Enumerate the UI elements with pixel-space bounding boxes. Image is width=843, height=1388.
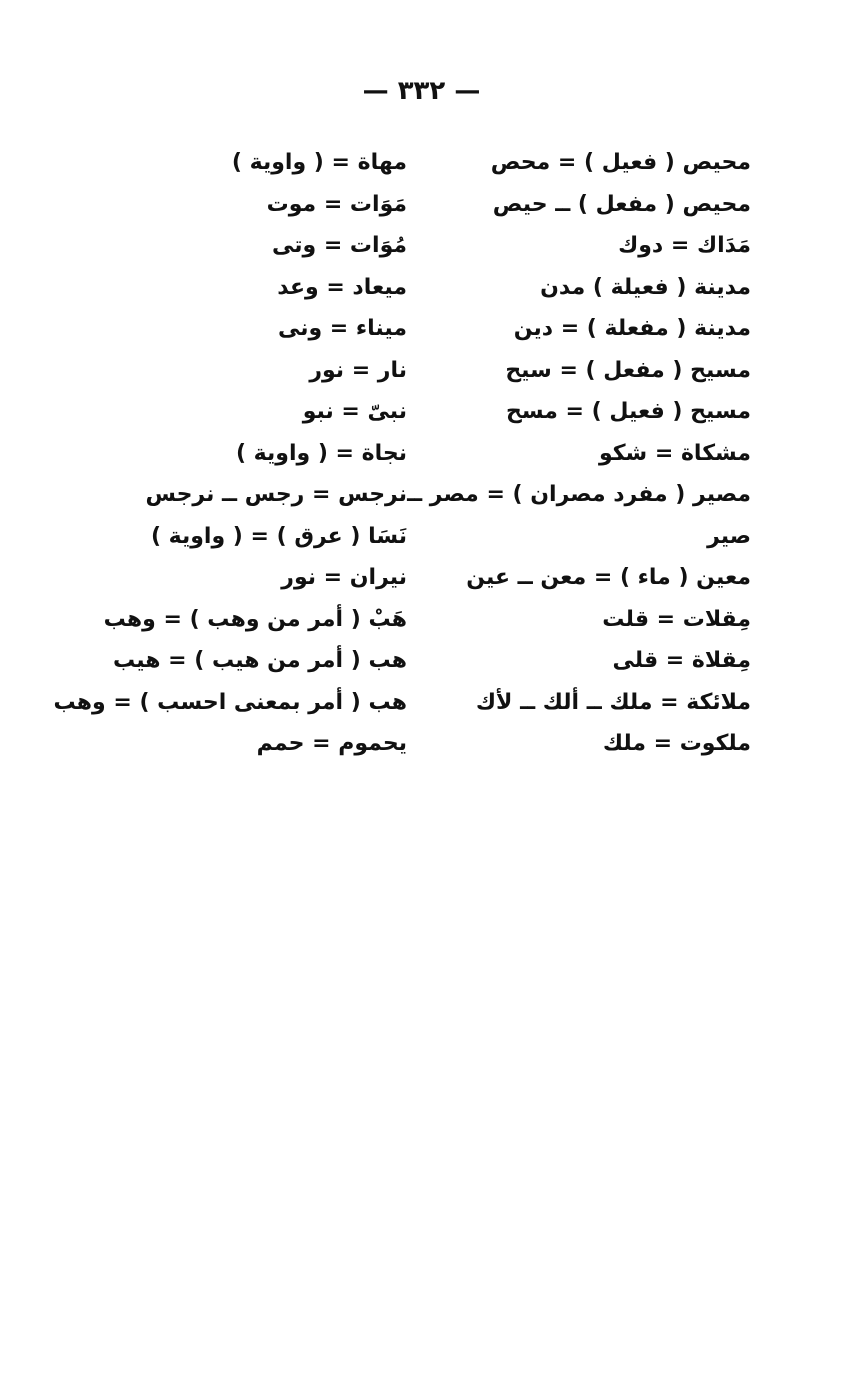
entry: مسيح ( فعيل ) = مسح [506, 399, 751, 424]
page-number: — ٣٣٢ — [362, 76, 481, 106]
right-column [407, 142, 751, 765]
entry: نجاة = ( واوية ) [235, 440, 407, 466]
entry: محيص ( فعيل ) = محص [490, 150, 751, 175]
left-column [53, 142, 407, 765]
entry: هَبْ ( أمر من وهب ) = وهب [103, 606, 407, 632]
entry: هب ( أمر من هيب ) = هيب [112, 648, 407, 673]
entry: صير [707, 523, 751, 549]
entry: مدينة ( فعيلة ) مدن [540, 274, 751, 300]
entry: مدينة ( مفعلة ) = دين [513, 316, 751, 341]
entry: نيران = نور [281, 565, 407, 590]
entry: ميعاد = وعد [277, 274, 407, 300]
entry: نَسَا ( عرق ) = ( واوية ) [150, 523, 407, 549]
entry: مُوَات = وتى [271, 233, 407, 258]
entry: مهاة = ( واوية ) [231, 150, 407, 175]
entry: مسيح ( مفعل ) = سيح [505, 357, 751, 383]
entry: مَدَاك = دوك [618, 233, 751, 258]
entry: نبىّ = نبو [302, 399, 407, 424]
entry: نرجس = رجس ــ نرجس [145, 482, 407, 507]
entry: ميناء = ونى [277, 316, 407, 341]
entry: مِقلات = قلت [602, 606, 751, 632]
entry: ملائكة = ملك ــ ألك ــ لأك [475, 689, 751, 715]
entry: مشكاة = شكو [598, 440, 751, 466]
entry: نار = نور [309, 357, 407, 383]
entry: مصير ( مفرد مصران ) = مصر ــ [407, 482, 751, 507]
entry: محيص ( مفعل ) ــ حيص [492, 191, 751, 217]
entry: مَوَات = موت [266, 191, 407, 217]
entry: يحموم = حمم [256, 731, 407, 756]
entry: ملكوت = ملك [602, 731, 751, 756]
entry: مِقلاة = قلى [612, 648, 751, 673]
entry: معين ( ماء ) = معن ــ عين [466, 565, 751, 590]
entry: هب ( أمر بمعنى احسب ) = وهب [53, 689, 407, 715]
